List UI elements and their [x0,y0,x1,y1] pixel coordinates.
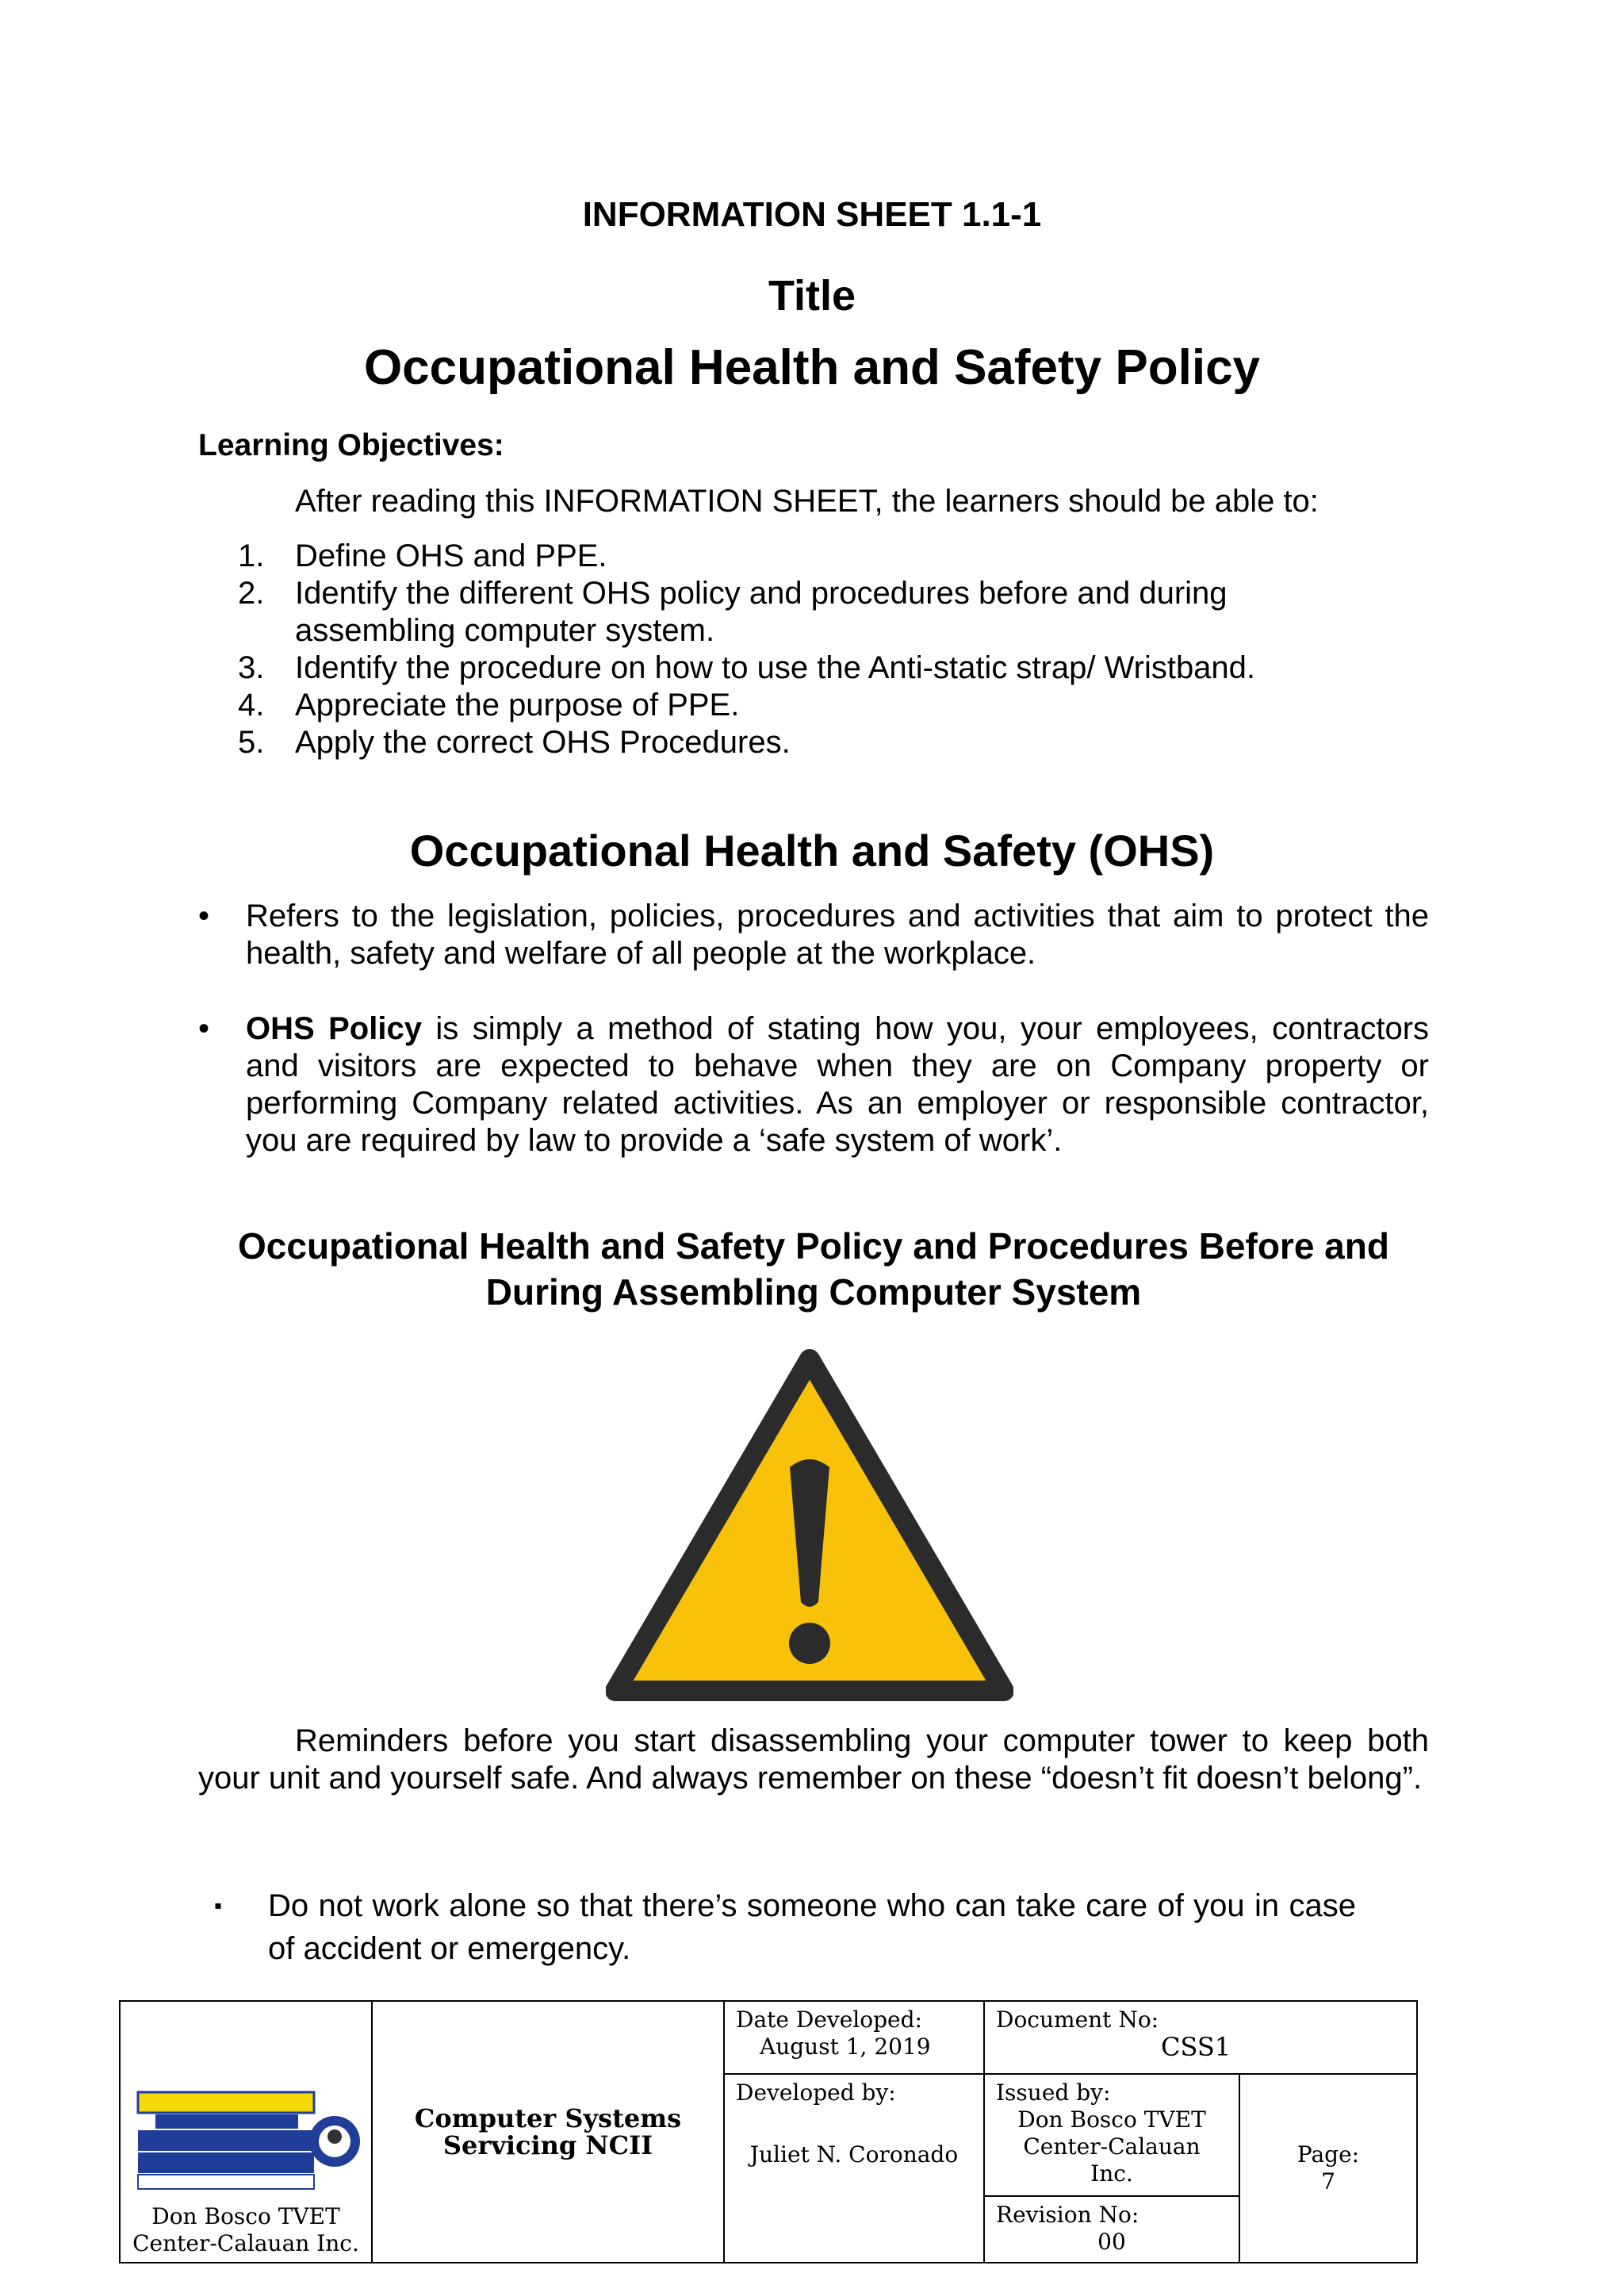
procedures-heading-line: Occupational Health and Safety Policy and Procedures Before and [238,1225,1389,1267]
learning-objectives-heading: Learning Objectives: [198,428,504,462]
course-title: Servicing NCII [442,2130,653,2160]
issued-by-value: Inc. [1090,2160,1133,2187]
reminder-list [214,1884,1356,1970]
reminder-paragraph: Reminders before you start disassembling your computer tower to keep both your unit and yourself safe. And always remember on these “doesn’t fit doesn’t belong”. [198,1723,1429,1796]
warning-triangle-icon [606,1348,1013,1702]
issued-by-value: Don Bosco TVET [1017,2106,1206,2133]
objectives-list [238,538,1443,761]
page-title: Occupational Health and Safety Policy [363,340,1261,395]
square-bullet-icon: ▪ [214,1893,222,1918]
logo-cell [120,2001,372,2263]
list-item [238,538,1443,575]
revision-value: 00 [1097,2229,1126,2255]
date-developed-cell [724,2001,984,2074]
bullet-text: Refers to the legislation, policies, procedures and activities that aim to protect the health, safety and welfare of all people at the workplace. [246,899,1429,971]
issued-by-value: Center-Calauan [1023,2133,1201,2160]
footer-table [119,2000,1418,2263]
list-text: Appreciate the purpose of PPE. [295,688,740,723]
list-item [238,575,1443,650]
revision-label: Revision No: [996,2202,1139,2228]
list-number: 1. [238,539,265,573]
list-number: 4. [238,688,265,723]
bullet-icon: • [198,1011,210,1046]
procedures-heading-line: During Assembling Computer System [485,1271,1142,1313]
logo-org-name: Center-Calauan Inc. [132,2230,359,2256]
list-item [214,1884,1356,1970]
ohs-policy-term: OHS Policy [246,1011,422,1046]
page-number: 7 [1321,2168,1335,2194]
title-label: Title [768,272,856,320]
learning-objectives-intro: After reading this INFORMATION SHEET, the learners should be able to: [295,484,1319,519]
course-title-cell [372,2001,724,2263]
logo-org-name: Don Bosco TVET [151,2203,340,2229]
revision-cell [984,2196,1239,2263]
list-text: Define OHS and PPE. [295,539,607,573]
list-text: Do not work alone so that there’s someone who can take care of you in case of accident or emergency. [268,1888,1356,1966]
developed-by-cell [724,2074,984,2263]
date-developed-label: Date Developed: [736,2007,922,2033]
ohs-heading: Occupational Health and Safety (OHS) [409,826,1215,876]
procedures-heading [198,1223,1429,1315]
bullet-text [246,1010,1429,1159]
document-no-value: CSS1 [1161,2032,1231,2062]
list-item [198,898,1429,972]
sheet-label: INFORMATION SHEET 1.1-1 [582,195,1042,234]
document-no-cell [984,2001,1417,2074]
date-developed-value: August 1, 2019 [760,2033,931,2060]
course-title: Computer Systems [414,2103,682,2133]
list-item [238,724,1443,761]
issued-by-cell [984,2074,1239,2196]
document-footer [119,2000,1416,2262]
don-bosco-logo [132,2087,362,2195]
developed-by-value: Juliet N. Coronado [749,2141,959,2168]
list-number: 5. [238,725,265,760]
list-item [198,1010,1429,1159]
ohs-policy-definition: is simply a method of stating how you, your employees, contractors and visitors are expected to behave when they are on Company property or performing Company related activities. As an employer or responsible contractor, you are required by law to provide a ‘safe system of work’. [246,1011,1430,1158]
document-no-label: Document No: [996,2007,1159,2033]
page-cell [1239,2074,1417,2263]
list-text: Identify the different OHS policy and procedures before and during assembling computer system. [295,576,1228,648]
bullet-icon: • [198,899,210,933]
issued-by-label: Issued by: [996,2079,1111,2106]
list-text: Identify the procedure on how to use the Anti-static strap/ Wristband. [295,650,1256,685]
list-item [238,687,1443,724]
list-text: Apply the correct OHS Procedures. [295,725,791,760]
list-item [238,650,1443,687]
list-number: 2. [238,576,265,611]
page-label: Page: [1297,2141,1360,2168]
developed-by-label: Developed by: [736,2079,896,2106]
ohs-bullets [198,898,1429,1198]
list-number: 3. [238,650,265,685]
